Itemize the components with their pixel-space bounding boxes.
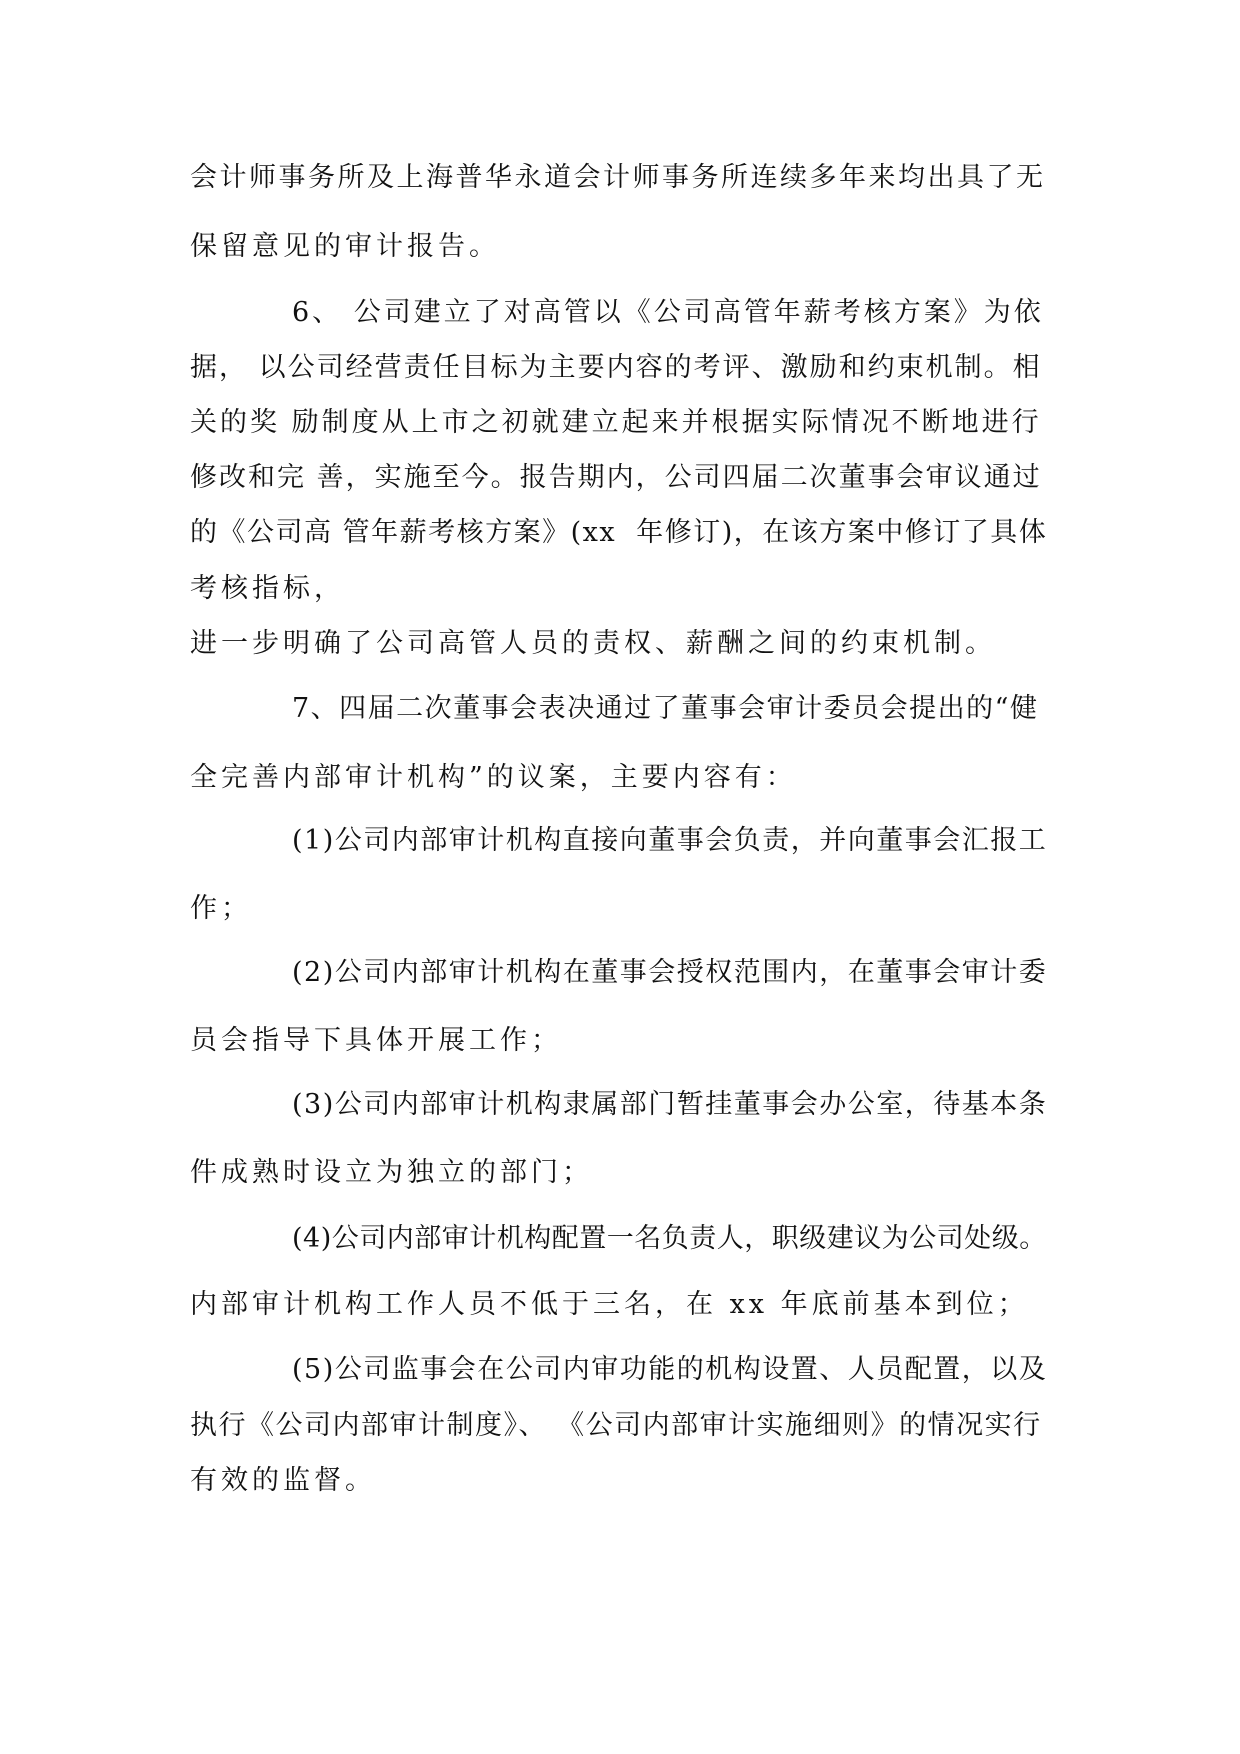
text-line: (1)公司内部审计机构直接向董事会负责，并向董事会汇报工 <box>292 825 1048 856</box>
text-line: 的《公司高 管年薪考核方案》(xx 年修订)，在该方案中修订了具体 <box>190 517 1048 548</box>
text-line: 6、 公司建立了对高管以《公司高管年薪考核方案》为依 <box>292 297 1044 328</box>
text-line: 修改和完 善，实施至今。报告期内，公司四届二次董事会审议通过 <box>190 462 1042 493</box>
text-line: 关的奖 励制度从上市之初就建立起来并根据实际情况不断地进行 <box>190 407 1042 438</box>
text-line: 考核指标， <box>190 573 345 604</box>
text-line: 有效的监督。 <box>190 1465 376 1496</box>
text-line: 进一步明确了公司高管人员的责权、薪酬之间的约束机制。 <box>190 628 996 659</box>
text-line: 会计师事务所及上海普华永道会计师事务所连续多年来均出具了无 <box>190 162 1046 193</box>
text-line: (5)公司监事会在公司内审功能的机构设置、人员配置，以及 <box>292 1354 1048 1385</box>
text-line: (4)公司内部审计机构配置一名负责人，职级建议为公司处级。 <box>292 1223 1047 1254</box>
text-line: 全完善内部审计机构”的议案，主要内容有： <box>190 762 797 793</box>
text-line: 作； <box>190 893 252 924</box>
text-line: (2)公司内部审计机构在董事会授权范围内，在董事会审计委 <box>292 957 1048 988</box>
text-line: 7、四届二次董事会表决通过了董事会审计委员会提出的“健 <box>292 693 1039 724</box>
text-line: (3)公司内部审计机构隶属部门暂挂董事会办公室，待基本条 <box>292 1089 1048 1120</box>
text-line: 员会指导下具体开展工作； <box>190 1025 562 1056</box>
text-line: 保留意见的审计报告。 <box>190 231 500 262</box>
text-line: 内部审计机构工作人员不低于三名，在 xx 年底前基本到位； <box>190 1289 1029 1320</box>
text-line: 件成熟时设立为独立的部门； <box>190 1157 593 1188</box>
text-line: 执行《公司内部审计制度》、 《公司内部审计实施细则》的情况实行 <box>190 1410 1042 1441</box>
text-line: 据， 以公司经营责任目标为主要内容的考评、激励和约束机制。相 <box>190 352 1042 383</box>
